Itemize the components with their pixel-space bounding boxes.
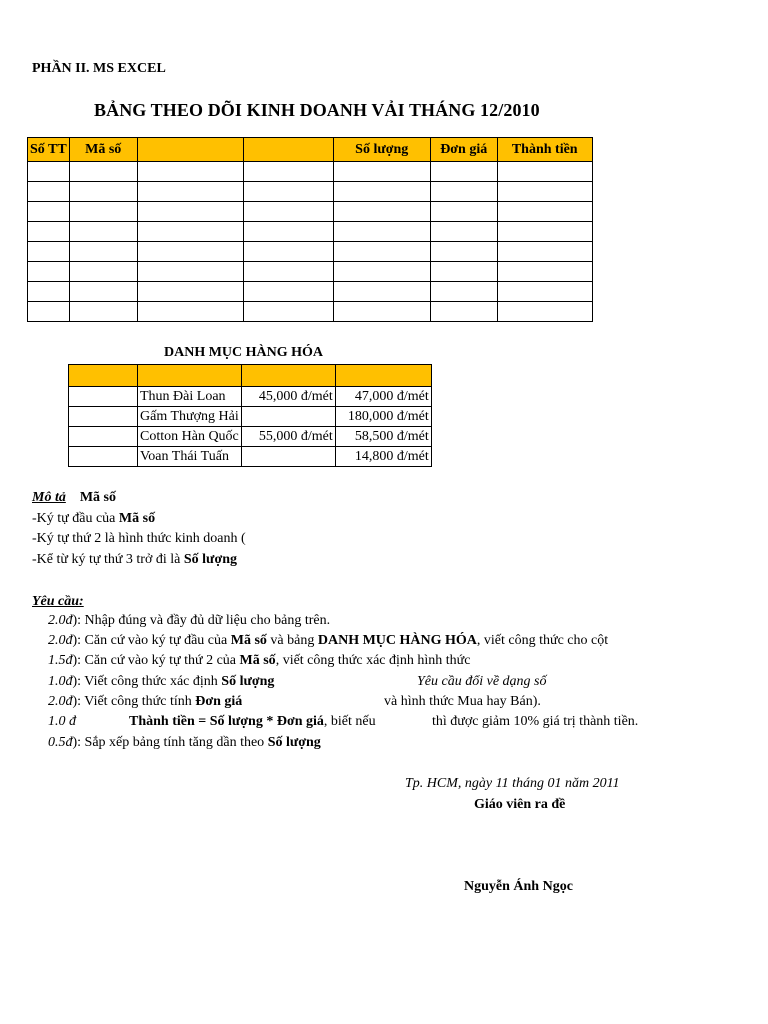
table-cell [69,282,137,302]
table-header-row [28,138,593,162]
catalog-name-cell: Thun Đài Loan [138,387,242,407]
table-cell [137,262,243,282]
description-line [32,552,237,568]
table-cell [333,162,430,182]
catalog-code-cell [69,447,138,467]
table-cell [243,202,333,222]
table-cell [243,262,333,282]
table-row [28,182,593,202]
requirement-item [48,613,330,629]
table-cell [28,162,70,182]
table-row [28,222,593,242]
table-row [28,262,593,282]
catalog-code-cell [69,427,138,447]
description-heading [32,490,116,506]
table-cell [333,262,430,282]
requirement-text: Thành tiền = Số lượng * Đơn giá [129,714,324,729]
requirement-text: Số lượng [267,735,321,750]
description-subject: Mã số [79,490,117,505]
table-cell [28,182,70,202]
table-cell [430,282,497,302]
requirement-item [48,735,321,751]
table-cell [69,202,137,222]
requirement-item [129,714,376,730]
table-cell [243,302,333,322]
description-bold: Số lượng [183,552,237,567]
signer-role: Giáo viên ra đề [474,797,566,812]
requirement-item [48,694,242,710]
table-cell [333,302,430,322]
catalog-table [68,364,432,467]
table-cell [28,302,70,322]
requirement-text: ): Viết công thức tính [72,694,196,709]
table-row [28,202,593,222]
catalog-sell-price-cell: 58,500 đ/mét [335,427,431,447]
table-cell [28,202,70,222]
table-row [28,162,593,182]
table-cell [243,182,333,202]
table-cell [430,302,497,322]
description-line [32,511,155,527]
table-cell [243,222,333,242]
description-bold: Mã số [118,511,156,526]
requirement-score: 0.5đ [48,735,73,750]
catalog-buy-price-cell: 45,000 đ/mét [241,387,335,407]
requirement-text: , viết công thức cho cột [476,633,609,648]
header-cell-blank-1 [137,138,243,162]
requirement-text: Đơn giá [195,694,243,709]
table-cell [69,242,137,262]
requirement-text: Mã số [239,653,276,668]
table-cell [28,242,70,262]
tracking-table [27,137,593,322]
requirements-label: Yêu cầu: [32,594,84,609]
catalog-name-cell: Cotton Hàn Quốc [138,427,242,447]
table-cell [333,182,430,202]
table-cell [69,222,137,242]
requirement-text: ): Căn cứ vào ký tự thứ 2 của [72,653,240,668]
requirement-note: và hình thức Mua hay Bán). [384,694,541,709]
place-date: Tp. HCM, ngày 11 tháng 01 năm 2011 [405,776,620,791]
table-cell [137,162,243,182]
catalog-code-cell [69,407,138,427]
table-cell [137,202,243,222]
table-cell [69,162,137,182]
requirement-item [48,633,608,649]
catalog-row [69,447,432,467]
table-cell [430,162,497,182]
catalog-sell-price-cell: 47,000 đ/mét [335,387,431,407]
description-text: -Kể từ ký tự thứ 3 trở đi là [32,552,184,567]
catalog-header-cell [335,365,431,387]
requirement-text: và bảng [266,633,318,648]
requirement-note: thì được giảm 10% giá trị thành tiền. [432,714,639,729]
requirement-score: 2.0đ [48,633,73,648]
table-cell [497,242,592,262]
requirement-note: Yêu cầu đổi về dạng số [417,674,547,689]
catalog-buy-price-cell [241,447,335,467]
table-cell [497,162,592,182]
table-cell [137,302,243,322]
table-cell [333,282,430,302]
requirement-item [48,653,470,669]
table-cell [497,202,592,222]
description-text: -Ký tự thứ 2 là hình thức kinh doanh ( [32,531,246,546]
requirement-item [48,714,76,730]
table-cell [497,282,592,302]
requirement-score: 1.0 đ [48,714,76,729]
requirement-score: 2.0đ [48,613,73,628]
table-cell [69,302,137,322]
catalog-header-cell [138,365,242,387]
table-cell [497,262,592,282]
catalog-code-cell [69,387,138,407]
table-cell [137,222,243,242]
table-cell [430,222,497,242]
table-cell [333,242,430,262]
description-text: -Ký tự đầu của [32,511,119,526]
section-heading: PHẦN II. MS EXCEL [32,61,166,76]
catalog-name-cell: Gấm Thượng Hải [138,407,242,427]
catalog-sell-price-cell: 180,000 đ/mét [335,407,431,427]
catalog-buy-price-cell: 55,000 đ/mét [241,427,335,447]
table-cell [28,222,70,242]
table-cell [28,282,70,302]
table-cell [137,182,243,202]
table-cell [243,242,333,262]
requirement-text: , biết nếu [323,714,376,729]
description-label: Mô tả [32,490,66,505]
catalog-header-cell [241,365,335,387]
table-cell [333,222,430,242]
table-cell [497,182,592,202]
catalog-row [69,387,432,407]
table-cell [430,262,497,282]
header-cell-stt: Số TT [28,138,70,162]
requirement-text: ): Sắp xếp bảng tính tăng dần theo [72,735,268,750]
table-cell [28,262,70,282]
catalog-sell-price-cell: 14,800 đ/mét [335,447,431,467]
requirement-score: 1.0đ [48,674,73,689]
signer-name: Nguyễn Ánh Ngọc [464,879,573,894]
header-cell-ma-so: Mã số [69,138,137,162]
header-cell-thanh-tien: Thành tiền [497,138,592,162]
table-cell [333,202,430,222]
requirement-text: ): Căn cứ vào ký tự đầu của [72,633,231,648]
catalog-name-cell: Voan Thái Tuấn [138,447,242,467]
table-cell [243,162,333,182]
catalog-header-cell [69,365,138,387]
table-cell [497,222,592,242]
requirement-text: , viết công thức xác định hình thức [275,653,471,668]
catalog-header-row [69,365,432,387]
requirement-text: ): Viết công thức xác định [72,674,222,689]
header-cell-don-gia: Đơn giá [430,138,497,162]
catalog-buy-price-cell [241,407,335,427]
table-cell [137,282,243,302]
page-title: BẢNG THEO DÕI KINH DOANH VẢI THÁNG 12/2010 [94,100,540,120]
requirement-score: 2.0đ [48,694,73,709]
table-cell [137,242,243,262]
table-row [28,242,593,262]
header-cell-blank-2 [243,138,333,162]
table-row [28,302,593,322]
requirement-item [48,674,274,690]
table-cell [497,302,592,322]
table-cell [69,262,137,282]
table-cell [430,202,497,222]
table-cell [69,182,137,202]
table-cell [243,282,333,302]
table-cell [430,182,497,202]
requirement-text: DANH MỤC HÀNG HÓA [317,633,477,648]
table-cell [430,242,497,262]
requirement-text: Số lượng [221,674,275,689]
table-row [28,282,593,302]
catalog-title: DANH MỤC HÀNG HÓA [164,345,324,360]
catalog-row [69,407,432,427]
header-cell-so-luong: Số lượng [333,138,430,162]
requirement-text: Mã số [230,633,267,648]
requirement-score: 1.5đ [48,653,73,668]
description-line [32,531,246,547]
catalog-row [69,427,432,447]
requirement-text: ): Nhập đúng và đầy đủ dữ liệu cho bảng trên. [72,613,331,628]
